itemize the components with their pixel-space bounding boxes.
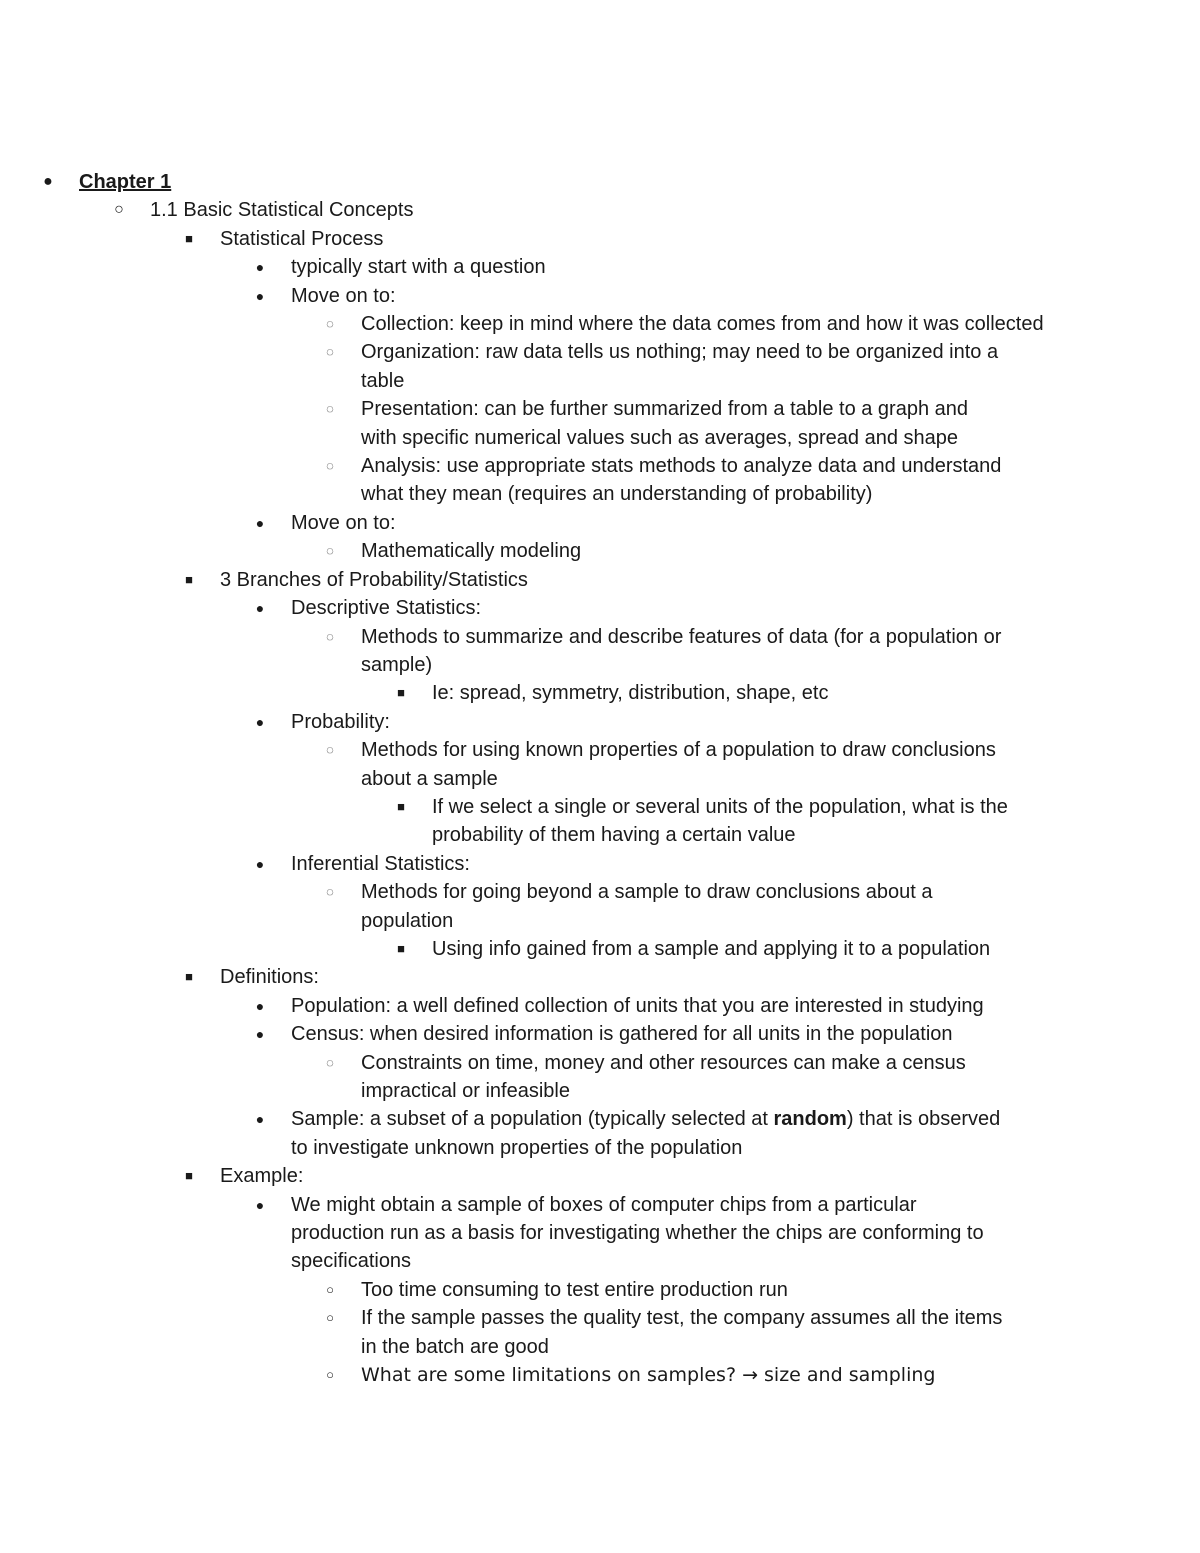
filled-circle-bullet-icon: ● [255, 600, 265, 617]
outline-item [0, 225, 1200, 253]
outline-item [0, 708, 1200, 736]
outline-item [0, 1049, 1200, 1077]
filled-square-bullet-icon: ■ [185, 230, 193, 246]
dotted-circle-bullet-icon: ◌ [326, 344, 334, 360]
outline-item-chapter [0, 168, 1200, 196]
outline-item [0, 566, 1200, 594]
item-text: in the batch are good [361, 1335, 549, 1358]
outline-item-continuation [0, 1219, 1200, 1247]
outline-item [0, 992, 1200, 1020]
outline-item-continuation [0, 651, 1200, 679]
filled-circle-bullet-icon: ● [255, 713, 265, 730]
item-text: Using info gained from a sample and applying it to a population [432, 937, 991, 960]
outline-item [0, 736, 1200, 764]
filled-square-bullet-icon: ■ [397, 940, 405, 956]
outline-item [0, 537, 1200, 565]
item-text: Organization: raw data tells us nothing; may need to be organized into a [361, 341, 999, 364]
filled-square-bullet-icon: ■ [185, 1168, 193, 1184]
hollow-circle-bullet-icon: ○ [114, 201, 124, 219]
item-text: specifications [291, 1250, 412, 1273]
outline-item [0, 679, 1200, 707]
outline-item [0, 1020, 1200, 1048]
filled-circle-bullet-icon: ● [43, 173, 53, 190]
item-text: to investigate unknown properties of the population [291, 1136, 743, 1159]
filled-square-bullet-icon: ■ [185, 969, 193, 985]
outline-item [0, 935, 1200, 963]
item-text: Population: a well defined collection of units that you are interested in studying [291, 994, 984, 1017]
hollow-circle-bullet-icon: ○ [326, 1281, 334, 1297]
item-text: Methods for using known properties of a population to draw conclusions [361, 739, 996, 762]
filled-circle-bullet-icon: ● [255, 1111, 265, 1128]
outline-item-continuation [0, 1333, 1200, 1361]
filled-circle-bullet-icon: ● [255, 259, 265, 276]
outline-item-continuation [0, 367, 1200, 395]
outline-item [0, 253, 1200, 281]
outline-item [0, 850, 1200, 878]
item-text: Ie: spread, symmetry, distribution, shape, etc [432, 682, 829, 705]
dotted-circle-bullet-icon: ◌ [326, 316, 334, 332]
item-text: Statistical Process [220, 227, 384, 250]
filled-square-bullet-icon: ■ [397, 798, 405, 814]
item-text: Analysis: use appropriate stats methods to analyze data and understand [361, 455, 1002, 478]
outline-item [0, 1304, 1200, 1332]
item-text: We might obtain a sample of boxes of computer chips from a particular [291, 1193, 917, 1216]
outline-item-continuation [0, 424, 1200, 452]
outline-item [0, 395, 1200, 423]
filled-square-bullet-icon: ■ [397, 685, 405, 701]
item-text: Probability: [291, 710, 390, 733]
item-text: If the sample passes the quality test, the company assumes all the items [361, 1307, 1003, 1330]
item-text: about a sample [361, 767, 498, 790]
dotted-circle-bullet-icon: ◌ [326, 884, 334, 900]
item-text: Constraints on time, money and other resources can make a census [361, 1051, 966, 1074]
outline-item [0, 623, 1200, 651]
outline-item-continuation [0, 907, 1200, 935]
dotted-circle-bullet-icon: ◌ [326, 628, 334, 644]
item-text: typically start with a question [291, 256, 546, 279]
hollow-circle-bullet-icon: ○ [326, 1367, 334, 1383]
item-text: probability of them having a certain value [432, 824, 796, 847]
item-text: ) that is observed [846, 1108, 1001, 1131]
outline-item-continuation [0, 480, 1200, 508]
outline-item [0, 878, 1200, 906]
item-text: Too time consuming to test entire production run [361, 1278, 788, 1301]
dotted-circle-bullet-icon: ◌ [326, 458, 334, 474]
dotted-circle-bullet-icon: ◌ [326, 401, 334, 417]
item-text: Example: [220, 1165, 304, 1188]
item-text: what they mean (requires an understanding of probability) [361, 483, 873, 506]
emphasis-random: random [773, 1108, 847, 1131]
outline-item [0, 1361, 1200, 1389]
item-text: Descriptive Statistics: [291, 597, 482, 620]
dotted-circle-bullet-icon: ◌ [326, 742, 334, 758]
item-text: Methods to summarize and describe features of data (for a population or [361, 625, 1002, 648]
hollow-circle-bullet-icon: ○ [326, 1310, 334, 1326]
outline-item [0, 1105, 1200, 1133]
filled-circle-bullet-icon: ● [255, 1026, 265, 1043]
outline-item [0, 452, 1200, 480]
filled-circle-bullet-icon: ● [255, 287, 265, 304]
outline-item [0, 1162, 1200, 1190]
outline-item-continuation [0, 821, 1200, 849]
item-text: table [361, 369, 405, 392]
item-text: population [361, 909, 454, 932]
outline-item [0, 310, 1200, 338]
outline-item [0, 1276, 1200, 1304]
item-text: 3 Branches of Probability/Statistics [220, 568, 528, 591]
filled-circle-bullet-icon: ● [255, 997, 265, 1014]
filled-circle-bullet-icon: ● [255, 514, 265, 531]
outline-item [0, 338, 1200, 366]
outline-item [0, 1191, 1200, 1219]
outline-item [0, 282, 1200, 310]
outline-item-continuation [0, 765, 1200, 793]
outline-item [0, 509, 1200, 537]
dotted-circle-bullet-icon: ◌ [326, 543, 334, 559]
filled-circle-bullet-icon: ● [255, 1196, 265, 1213]
item-text: Sample: a subset of a population (typically selected at [291, 1108, 774, 1131]
item-text: with specific numerical values such as averages, spread and shape [361, 426, 958, 449]
item-text: Methods for going beyond a sample to draw conclusions about a [361, 881, 933, 904]
item-text: Move on to: [291, 284, 396, 307]
item-text: Census: when desired information is gathered for all units in the population [291, 1023, 953, 1046]
item-text: What are some limitations on samples? → size and sampling [361, 1364, 936, 1387]
document-page [0, 168, 1200, 1389]
section-heading: 1.1 Basic Statistical Concepts [150, 199, 414, 222]
outline-item-continuation [0, 1077, 1200, 1105]
outline-item [0, 793, 1200, 821]
filled-circle-bullet-icon: ● [255, 855, 265, 872]
item-text: impractical or infeasible [361, 1080, 570, 1102]
item-text: Move on to: [291, 511, 396, 534]
outline-item [0, 594, 1200, 622]
item-text: Collection: keep in mind where the data comes from and how it was collected [361, 313, 1044, 336]
item-text: Mathematically modeling [361, 540, 582, 563]
outline-item-section [0, 196, 1200, 224]
outline-item [0, 963, 1200, 991]
item-text: Inferential Statistics: [291, 852, 470, 875]
dotted-circle-bullet-icon: ◌ [326, 1054, 334, 1070]
outline-item-continuation [0, 1247, 1200, 1275]
item-text: production run as a basis for investigating whether the chips are conforming to [291, 1222, 984, 1245]
item-text: sample) [361, 653, 433, 676]
item-text: Presentation: can be further summarized from a table to a graph and [361, 398, 969, 421]
filled-square-bullet-icon: ■ [185, 571, 193, 587]
chapter-heading: Chapter 1 [79, 171, 172, 193]
item-text: If we select a single or several units of the population, what is the [432, 795, 1008, 818]
outline-item-continuation [0, 1134, 1200, 1162]
item-text: Definitions: [220, 966, 319, 989]
